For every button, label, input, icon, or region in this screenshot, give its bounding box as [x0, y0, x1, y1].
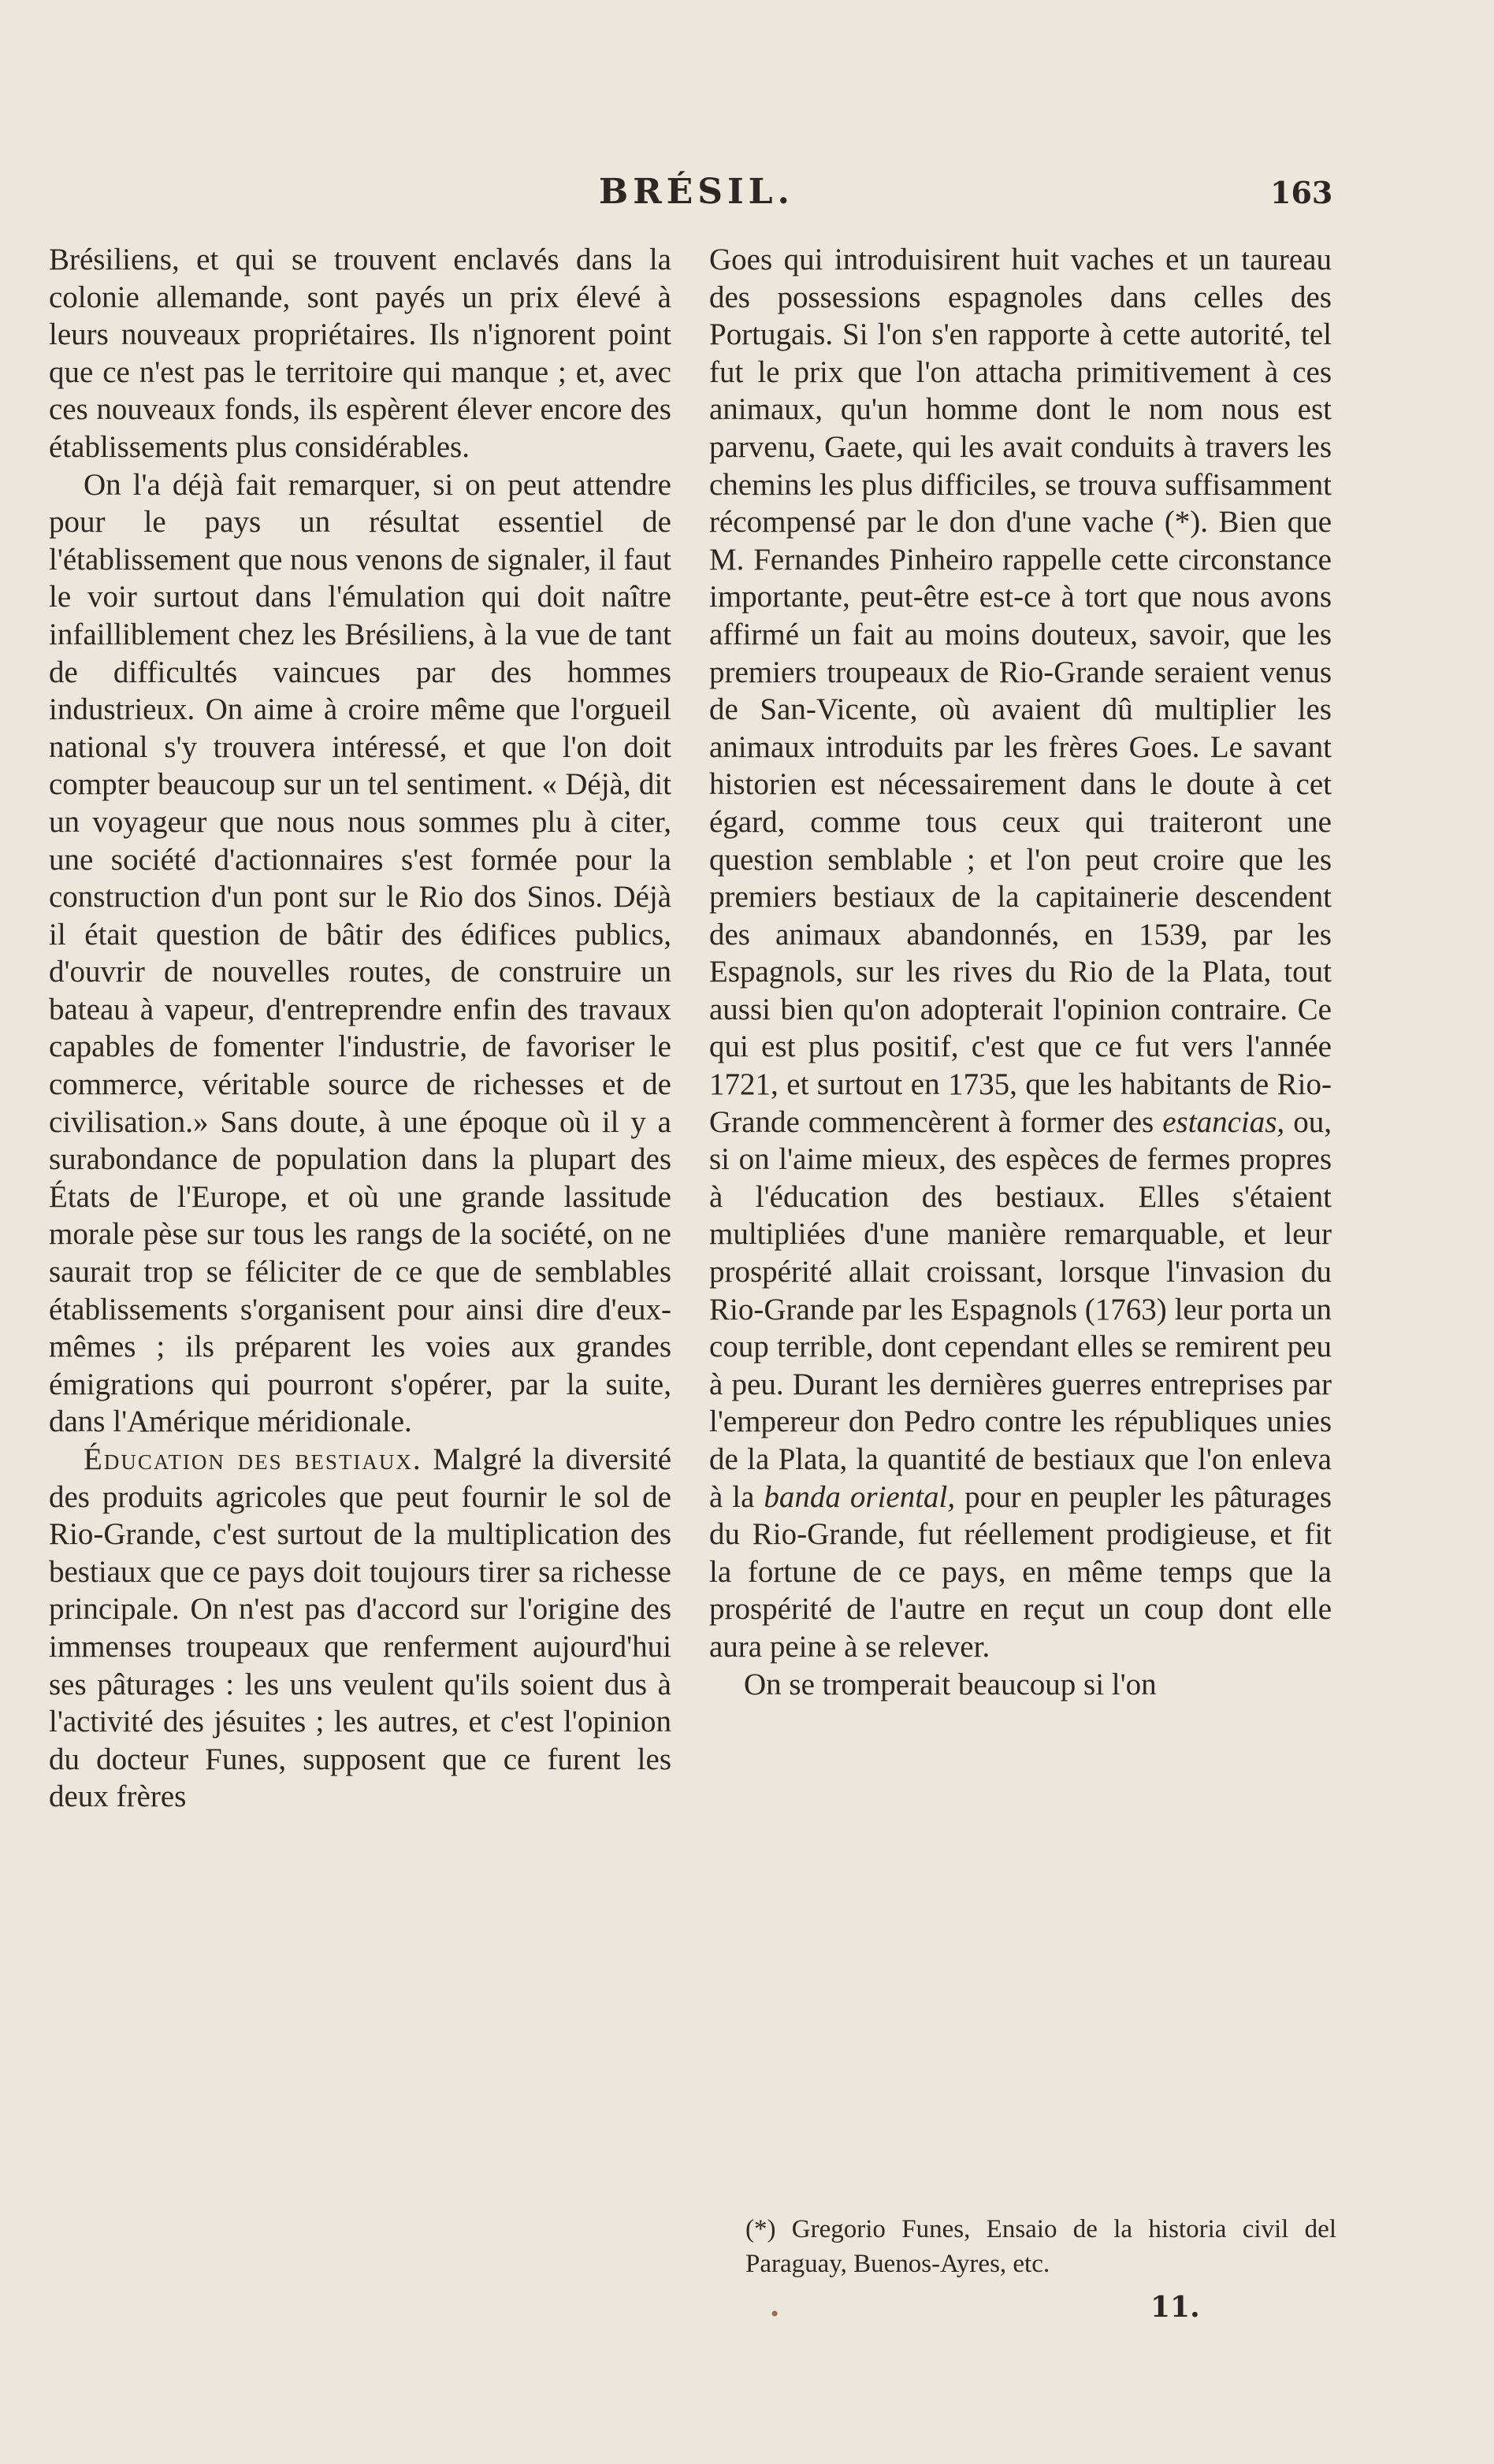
text-run: Goes qui introduisirent huit vaches et un taureau des possessions espagnoles dans celles des Portugais. Si l'on s'en rapporte à cette autorité, tel fut le prix que l'on attacha primitivement à ces animaux, qu'un homme dont le nom nous est parvenu, Gaete, qui les avait conduits à travers les chemins les plus difficiles, se trouva suffisamment récompensé par le don d'une vache — [709, 243, 1332, 540]
section-heading: Éducation des bestiaux. — [84, 1442, 422, 1476]
running-head: BRÉSIL. — [599, 172, 794, 212]
right-column — [709, 241, 1332, 1703]
footnote: (*) Gregorio Funes, Ensaio de la historia civil del Paraguay, Buenos-Ayres, etc. — [745, 2215, 1336, 2278]
text-run: ou, si on l'aime mieux, des espèces de fermes propres à l'éducation des bestiaux. Elles s'étaient multipliées d'une manière remarquable, et leur prospérité allait croissant, lorsque l'invasion du Rio-Grande par les Espagnols (1763) leur porta un coup terrible, dont cependant elles se remirent peu à peu. Durant les dernières guerres entreprises par l'empereur don Pedro contre les républiques unies de la Plata, la quantité de bestiaux que l'on enleva à la — [709, 1104, 1332, 1514]
paragraph-continued: Brésiliens, et qui se trouvent enclavés dans la colonie allemande, sont payés un prix élevé à leurs nouveaux propriétaires. Ils n'ignorent point que ce n'est pas le territoire qui manque ; et, avec ces nouveaux fonds, ils espèrent élever encore des établissements plus considérables. — [49, 243, 671, 464]
italic-term: estancias, — [1162, 1104, 1285, 1139]
footnote-marker: (*). — [1164, 505, 1208, 540]
section-text: Malgré la diversité des produits agricoles que peut fournir le sol de Rio-Grande, c'est surtout de la multiplication des bestiaux que ce pays doit toujours tirer sa richesse principale. On n'est pas d'accord sur l'origine des immenses troupeaux que renferment aujourd'hui ses pâturages : les uns veulent qu'ils soient dus à l'activité des jésuites ; les autres, et c'est l'opinion du docteur Funes, supposent que ce furent les deux frères — [49, 1442, 672, 1814]
paragraph-continued — [709, 241, 1332, 1666]
text-run: Bien que M. Fernandes Pinheiro rappelle cette circonstance importante, peut-être est-ce à tort que nous avons affirmé un fait au moins douteux, savoir, que les premiers troupeaux de Rio-Grande seraient venus de San-Vicente, où avaient dû multiplier les animaux introduits par les frères Goes. Le savant historien est nécessairement dans le doute à cet égard, comme tous ceux qui traiteront une question semblable ; et l'on peut croire que les premiers bestiaux de la capitainerie descendent des animaux abandonnés, en 1539, par les Espagnols, sur les rives du Rio de la Plata, tout aussi bien qu'on adopterait l'opinion contraire. Ce qui est plus positif, c'est que ce fut vers l'année 1721, et surtout en 1735, que les habitants de Rio-Grande commencèrent à former des — [709, 505, 1332, 1139]
ink-mark: • — [769, 2303, 781, 2325]
left-column — [49, 241, 671, 1816]
text-run: pour en peupler les pâturages du Rio-Grande, fut réellement prodigieuse, et fit la fortune de ce pays, en même temps que la prospérité de l'autre en reçut un coup dont elle aura peine à se relever. — [709, 1479, 1332, 1664]
italic-term: banda oriental, — [764, 1479, 956, 1514]
paragraph: On l'a déjà fait remarquer, si on peut attendre pour le pays un résultat essentiel de l'établissement que nous venons de signaler, il faut le voir surtout dans l'émulation qui doit naître infailliblement chez les Brésiliens, à la vue de tant de difficultés vaincues par des hommes industrieux. On aime à croire même que l'orgueil national s'y trouvera intéressé, et que l'on doit compter beaucoup sur un tel sentiment. « Déjà, dit un voyageur que nous nous sommes plu à citer, une société d'actionnaires s'est formée pour la construction d'un pont sur le Rio dos Sinos. Déjà il était question de bâtir des édifices publics, d'ouvrir de nouvelles routes, de construire un bateau à vapeur, d'entreprendre enfin des travaux capables de fomenter l'industrie, de favoriser le commerce, véritable source de richesses et de civilisation.» Sans doute, à une époque où il y a surabondance de population dans la plupart des États de l'Europe, et où une grande lassitude morale pèse sur tous les rangs de la société, on ne saurait trop se féliciter de ce que de semblables établissements s'organisent pour ainsi dire d'eux-mêmes ; ils préparent les voies aux grandes émigrations qui pourront s'opérer, par la suite, dans l'Amérique méridionale. — [49, 467, 671, 1439]
section-paragraph — [49, 1441, 671, 1816]
signature-mark: 11. — [1150, 2291, 1200, 2324]
page-number: 163 — [1270, 175, 1333, 210]
paragraph: On se tromperait beaucoup si l'on — [744, 1667, 1157, 1701]
